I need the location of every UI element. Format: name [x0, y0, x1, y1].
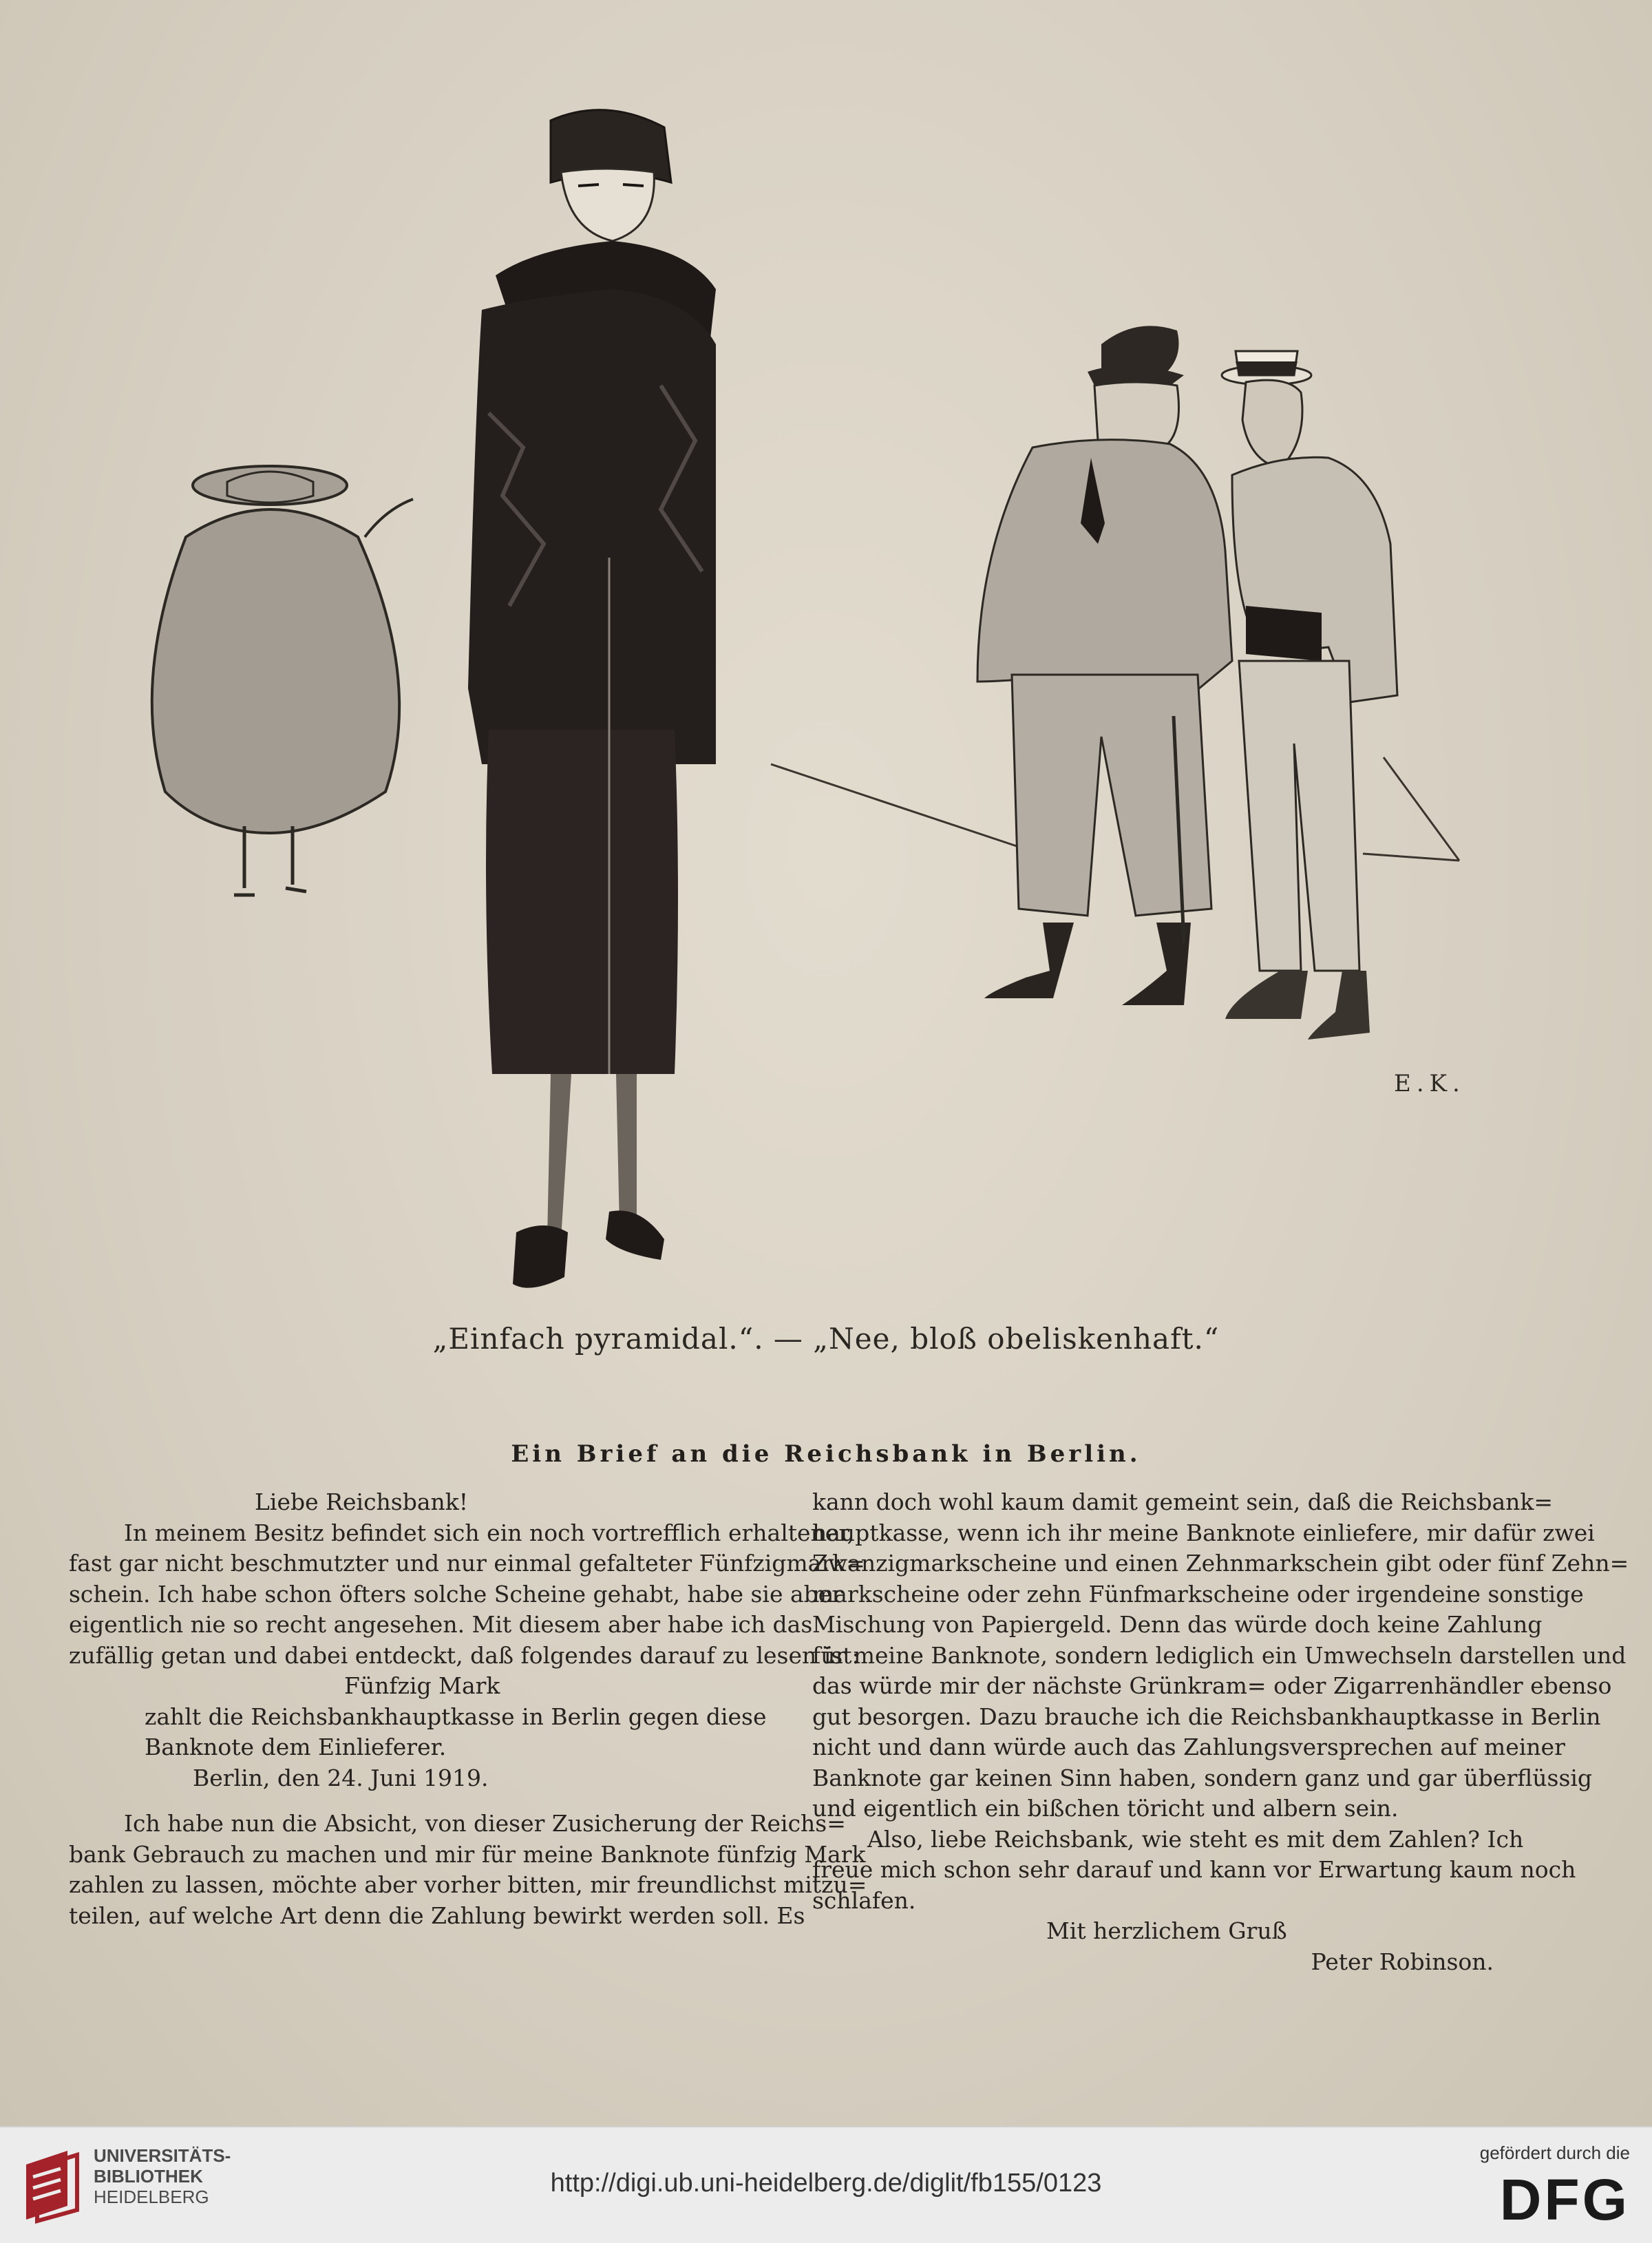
ground-line-right — [1363, 854, 1459, 861]
library-name-line: UNIVERSITÄTS- — [94, 2145, 231, 2166]
note-line: Banknote dem Einlieferer. — [145, 1734, 447, 1760]
dfg-logo: DFG — [1499, 2167, 1630, 2232]
text-line: freue mich schon sehr darauf und kann vor Erwartung kaum noch — [812, 1856, 1576, 1883]
text-line: fast gar nicht beschmutzter und nur einmal gefalteter Fünfzigmark= — [69, 1550, 865, 1577]
text-line: Ich habe nun die Absicht, von dieser Zusicherung der Reichs= — [124, 1810, 846, 1837]
text-line: Banknote gar keinen Sinn haben, sondern ganz und gar überflüssig — [812, 1764, 1593, 1791]
letter-signature: Peter Robinson. — [1311, 1948, 1494, 1975]
text-line: hauptkasse, wenn ich ihr meine Banknote einliefere, mir dafür zwei — [812, 1519, 1595, 1546]
tall-woman-figure — [468, 110, 716, 1288]
text-line: In meinem Besitz befindet sich ein noch vortrefflich erhaltener, — [124, 1519, 854, 1546]
letter-closing: Mit herzlichem Gruß — [1046, 1917, 1287, 1944]
illustration-caption: „Einfach pyramidal.“. — „Nee, bloß obeliskenhaft.“ — [432, 1322, 1220, 1356]
artist-signature: E.K. — [1394, 1070, 1465, 1097]
round-woman-figure — [152, 466, 413, 895]
letter-title: Ein Brief an die Reichsbank in Berlin. — [511, 1440, 1141, 1468]
note-line: zahlt die Reichsbankhauptkasse in Berlin gegen diese — [145, 1703, 767, 1730]
stout-man-figure — [977, 326, 1232, 1005]
text-line: zahlen zu lassen, möchte aber vorher bitten, mir freundlichst mitzu= — [69, 1871, 867, 1898]
text-line: Also, liebe Reichsbank, wie steht es mit dem Zahlen? Ich — [867, 1825, 1524, 1853]
text-line: eigentlich nie so recht angesehen. Mit diesem aber habe ich das — [69, 1611, 813, 1638]
note-date: Berlin, den 24. Juni 1919. — [193, 1764, 489, 1791]
text-line: schein. Ich habe schon öfters solche Scheine gehabt, habe sie aber — [69, 1580, 843, 1608]
text-line: das würde mir der nächste Grünkram= oder Zigarrenhändler ebenso — [812, 1672, 1612, 1699]
text-line: gut besorgen. Dazu brauche ich die Reichsbankhauptkasse in Berlin — [812, 1703, 1601, 1730]
note-heading: Fünfzig Mark — [344, 1672, 500, 1699]
ground-line-left — [771, 764, 1019, 847]
library-name-line: BIBLIOTHEK — [94, 2166, 203, 2187]
text-line: schlafen. — [812, 1886, 916, 1914]
viewer-footer — [0, 2126, 1652, 2243]
cane-right — [1384, 757, 1459, 861]
permalink-url[interactable]: http://digi.ub.uni-heidelberg.de/diglit/fb155/0123 — [550, 2169, 1102, 2198]
text-line: nicht und dann würde auch das Zahlungsversprechen auf meiner — [812, 1734, 1565, 1760]
text-line: kann doch wohl kaum damit gemeint sein, daß die Reichsbank= — [812, 1488, 1554, 1515]
text-line: markscheine oder zehn Fünfmarkscheine oder irgendeine sonstige — [812, 1580, 1584, 1608]
text-line: bank Gebrauch zu machen und mir für meine Banknote fünfzig Mark — [69, 1840, 866, 1868]
funding-text: gefördert durch die — [1479, 2142, 1630, 2163]
text-line: Mischung von Papiergeld. Denn das würde doch keine Zahlung — [812, 1611, 1543, 1638]
letter-salutation: Liebe Reichsbank! — [255, 1488, 469, 1515]
text-line: und eigentlich ein bißchen töricht und albern sein. — [812, 1795, 1399, 1822]
thin-man-figure — [1222, 351, 1397, 1040]
text-line: für meine Banknote, sondern lediglich ein Umwechseln darstellen und — [812, 1641, 1627, 1669]
letter-column-right — [812, 1487, 1629, 1977]
library-name-line: HEIDELBERG — [94, 2187, 209, 2207]
text-line: Zwanzigmarkscheine und einen Zehnmarkschein gibt oder fünf Zehn= — [812, 1550, 1629, 1577]
text-line: teilen, auf welche Art denn die Zahlung bewirkt werden soll. Es — [69, 1902, 805, 1929]
text-line: zufällig getan und dabei entdeckt, daß folgendes darauf zu lesen ist: — [69, 1641, 860, 1669]
